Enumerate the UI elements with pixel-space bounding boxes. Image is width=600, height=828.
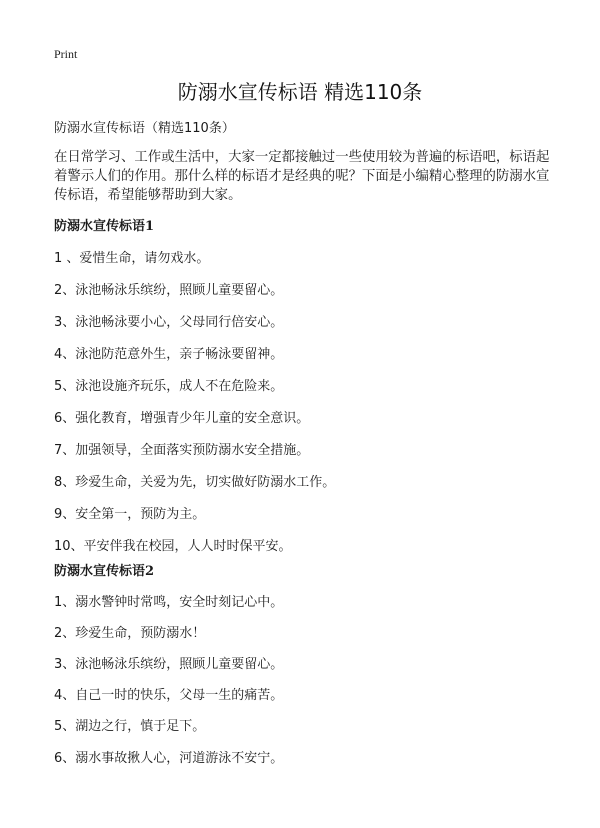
list-item: 1 、爱惜生命，请勿戏水。	[54, 251, 210, 266]
list-item: 6、溺水事故揪人心，河道游泳不安宁。	[54, 751, 284, 766]
list-item: 3、泳池畅泳要小心，父母同行倍安心。	[54, 315, 284, 330]
subtitle: 防溺水宣传标语（精选110条）	[54, 121, 235, 136]
list-item: 5、泳池设施齐玩乐，成人不在危险来。	[54, 379, 284, 394]
list-item: 6、强化教育，增强青少年儿童的安全意识。	[54, 411, 310, 426]
page-title: 防溺水宣传标语 精选110条	[177, 80, 423, 104]
list-item: 5、湖边之行，慎于足下。	[54, 719, 206, 734]
list-item: 8、珍爱生命，关爱为先，切实做好防溺水工作。	[54, 475, 336, 490]
list-item: 3、泳池畅泳乐缤纷，照顾儿童要留心。	[54, 657, 284, 672]
intro-paragraph: 在日常学习、工作或生活中，大家一定都接触过一些使用较为普遍的标语吧，标语起着警示人们的作用。那什么样的标语才是经典的呢？下面是小编精心整理的防溺水宣传标语，希望能够帮助到大家。	[54, 150, 550, 203]
section-heading-2: 防溺水宣传标语2	[54, 564, 155, 579]
list-item: 2、珍爱生命，预防溺水！	[54, 626, 206, 641]
list-item: 1、溺水警钟时常鸣，安全时刻记心中。	[54, 595, 284, 610]
list-item: 4、自己一时的快乐，父母一生的痛苦。	[54, 688, 284, 703]
list-item: 10、平安伴我在校园，人人时时保平安。	[54, 539, 292, 554]
print-link[interactable]: Print	[54, 47, 78, 61]
list-item: 7、加强领导，全面落实预防溺水安全措施。	[54, 443, 310, 458]
list-item: 2、泳池畅泳乐缤纷，照顾儿童要留心。	[54, 283, 284, 298]
list-item: 9、安全第一，预防为主。	[54, 507, 206, 522]
list-item: 4、泳池防范意外生，亲子畅泳要留神。	[54, 347, 284, 362]
section-heading-1: 防溺水宣传标语1	[54, 219, 155, 234]
